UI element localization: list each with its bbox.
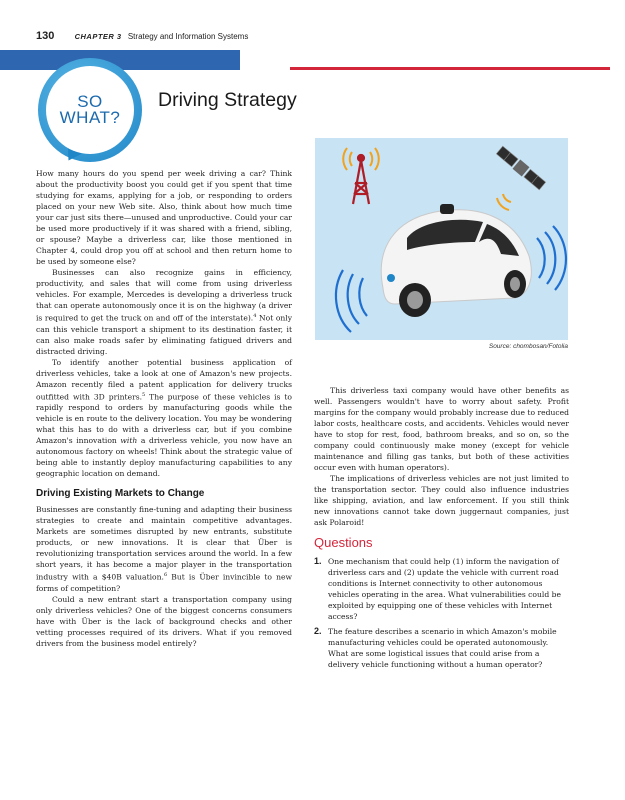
chapter-label: CHAPTER 3 <box>74 32 122 41</box>
badge-line-2: WHAT? <box>59 108 121 127</box>
footnote-ref: 5 <box>142 391 146 398</box>
paragraph: This driverless taxi company would have other benefits as well. Passengers wouldn't have to worry about safety. Profit margins for the company would probably increase due to reduced labor costs, healthcare costs, and accidents. Vehicles would never have to stop for rest, food, bathroom breaks, and so on, so the company could continuously make money (except for vehicle maintenance and filling gas tanks, but both of these activities occur even with human operators). <box>314 386 569 472</box>
feature-title: Driving Strategy <box>158 89 297 111</box>
right-column <box>314 385 569 674</box>
footnote-ref: 4 <box>253 313 257 319</box>
left-column <box>36 168 292 649</box>
question-number: 2. <box>314 626 322 636</box>
footnote-ref: 6 <box>163 572 168 579</box>
lidar-sensor-icon <box>440 204 454 214</box>
image-credit: Source: chombosan/Fotolia <box>488 343 568 350</box>
paragraph: Could a new entrant start a transportation company using only driverless vehicles? One of the biggest concerns consumers have with Über is the lack of background checks and other vetting processes required of its drivers. What if you removed drivers from the business model entirely? <box>36 594 292 648</box>
question-number: 1. <box>314 556 322 566</box>
so-what-badge <box>46 66 134 154</box>
driverless-car-illustration <box>315 138 568 340</box>
paragraph: How many hours do you spend per week driving a car? Think about the productivity boost you could get if you spent that time studying for exams, applying for a job, or responding to orders placed on your new Web site. Also, think about how much time your car just sits there—unused and unproductive. Could your car be used more productively if it was shared with a friend, sibling, or spouse? Maybe a driverless car, like those mentioned in Chapter 4, could drop you off at school and then return home to be used by someone else? <box>36 169 292 266</box>
paragraph: Businesses can also recognize gains in efficiency, productivity, and sales that will come from using driverless vehicles. For example, Mercedes is developing a driverless truck that can operate autonomously once it is on the highway (a driver is required to get the truck on and off of the interstate).$^4$ Not only can this vehicle transport a shipment to its destination faster, it can also make roads safer by eliminating fatigued drivers and distracted driving. <box>36 268 292 356</box>
badge-line-1: SO <box>77 92 103 111</box>
chapter-title: Strategy and Information Systems <box>127 32 249 41</box>
paragraph: To identify another potential business application of driverless vehicles, take a look at one of Amazon's new projects. Amazon recently filed a patent application for delivery trucks outfitted with 3D printers.$^5$ The purpose of these vehicles is to rapidly respond to orders by manufacturing goods while the vehicle is en route to the delivery location. You may be wondering what this has to do with a driverless car, but if you combine Amazon's innovation with a driverless vehicle, you now have an autonomous factory on wheels! Think about the strategic value of being able to instantly deploy manufacturing capabilities to any geographic location on demand. <box>36 357 292 479</box>
page-number: 130 <box>36 30 55 42</box>
question-text: The feature describes a scenario in which Amazon's mobile manufacturing vehicles could be operated autonomously. What are some logistical issues that could arise from a delivery vehicle functioning without a human operator? <box>328 627 557 669</box>
questions-heading: Questions <box>314 535 373 550</box>
running-header <box>36 30 248 42</box>
question-text: One mechanism that could help (1) inform the navigation of driverless cars and (2) update the vehicle with current road conditions is Internet connectivity to other autonomous vehicles operating in the area. What vulnerabilities could be exploited by equipping one of these vehicles with Internet access? <box>328 557 561 621</box>
paragraph: Businesses are constantly fine-tuning and adapting their business strategies to create and maintain competitive advantages. Markets are sometimes disrupted by new entrants, substitute products, or new innovations. It is clear that Über is revolutionizing transportation services around the world. In a few short years, it has become a major player in the transportation industry with a $40B valuation.$^6$ But is Über invincible to new forms of competition? <box>36 505 292 593</box>
question-item <box>314 556 569 622</box>
paragraph: The implications of driverless vehicles are not just limited to the transportation sector. They could also influence industries like shipping, aviation, and law enforcement. If you still think new innovations cannot take down juggernaut companies, just ask Polaroid! <box>314 474 569 527</box>
section-heading: Driving Existing Markets to Change <box>36 488 205 500</box>
header-red-rule <box>290 67 610 70</box>
question-item <box>314 626 569 670</box>
